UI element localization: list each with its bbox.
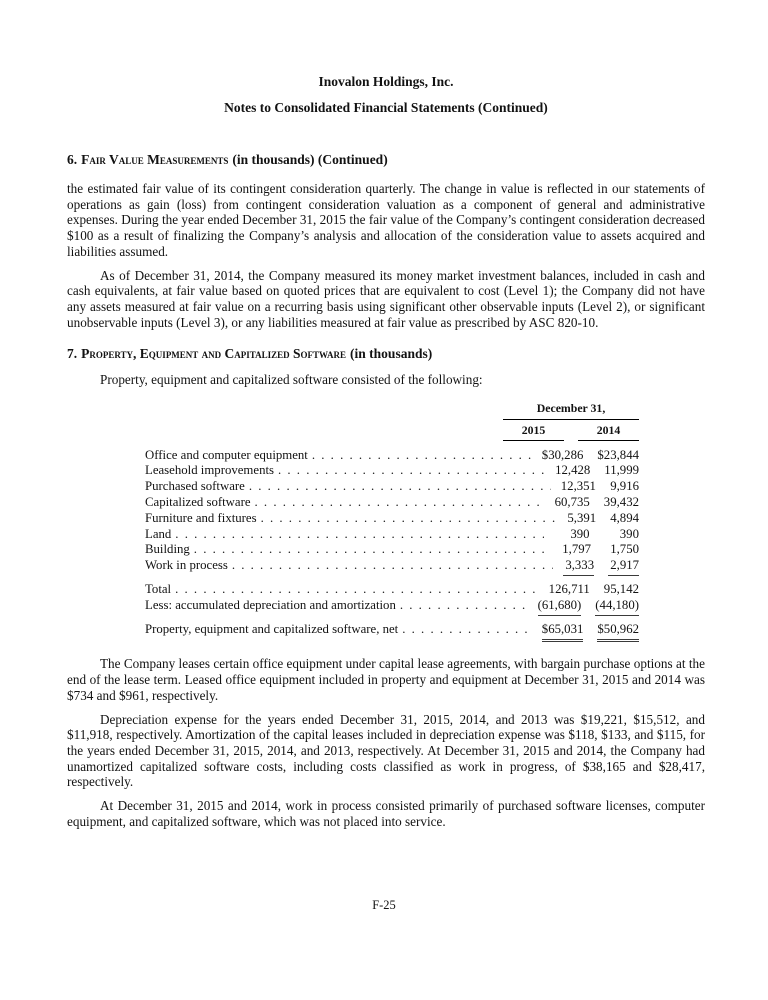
value-2014: (44,180) <box>595 598 639 616</box>
value-2014: 39,432 <box>603 495 639 510</box>
row-label: Land <box>145 526 172 541</box>
dollar-sign: $ <box>597 621 604 636</box>
row-label: Purchased software <box>145 479 245 494</box>
table-row <box>145 448 639 464</box>
dollar-sign: $ <box>597 447 604 462</box>
section-7-number: 7. <box>67 346 78 362</box>
section-7-heading <box>67 346 705 362</box>
row-label: Leasehold improvements <box>145 463 274 478</box>
value-2014: 1,750 <box>610 542 639 557</box>
value-2015: $ 30,286 <box>541 447 584 462</box>
section-6-heading <box>67 152 705 168</box>
dot-leader <box>194 542 547 558</box>
value-2014: 11,999 <box>604 463 639 478</box>
value-2014: $ 23,844 <box>597 447 639 462</box>
section-7-suffix: (in thousands) <box>350 346 433 362</box>
dollar-sign: $ <box>541 447 549 462</box>
section-7-title: Property, Equipment and Capitalized Software <box>81 346 347 362</box>
table-intro-text: Property, equipment and capitalized software consisted of the following: <box>100 372 483 388</box>
row-label: Office and computer equipment <box>145 447 308 462</box>
table-row <box>145 542 639 558</box>
value-2014: 95,142 <box>603 582 639 596</box>
value-2015: 390 <box>570 526 590 541</box>
dollar-sign: $ <box>541 621 549 636</box>
dot-leader <box>232 558 553 574</box>
value-2015: 3,333 <box>563 558 594 576</box>
row-label: Property, equipment and capitalized software, net <box>145 621 399 636</box>
value-2015: 126,711 <box>548 582 590 596</box>
dot-leader <box>400 598 528 614</box>
dot-leader <box>249 479 551 495</box>
paragraph-fair-value-1: the estimated fair value of its contingent consideration quarterly. The change in value is reflected in our statements of operations as gain (loss) from contingent consideration valuation as a component of general and administrative expenses. During the year ended December 31, 2015 the fair value of the Company’s contingent consideration decreased $100 as a result of finalizing the Company’s analysis and allocation of the consideration value to assets acquired and liabilities assumed. <box>67 181 705 259</box>
table-row-total <box>145 582 639 598</box>
property-equipment-table <box>145 401 639 642</box>
row-label: Building <box>145 542 190 557</box>
section-6-title: Fair Value Measurements <box>81 152 229 167</box>
dot-leader <box>402 622 532 638</box>
page-subtitle: Notes to Consolidated Financial Statements (Continued) <box>224 100 548 115</box>
value-2014: 390 <box>619 526 639 541</box>
dot-leader <box>255 495 545 511</box>
date-column-group-header: December 31, <box>503 401 639 420</box>
year-column-header-2015: 2015 <box>503 423 564 441</box>
value-2015: 5,391 <box>567 510 597 525</box>
dot-leader <box>175 582 539 598</box>
value-2014: 2,917 <box>608 558 639 576</box>
table-row <box>145 479 639 495</box>
table-row <box>145 495 639 511</box>
paragraph-fair-value-2: As of December 31, 2014, the Company measured its money market investment balances, included in cash and cash equivalents, at fair value based on quoted prices that are equivalent to cost (Level 1); the Company did not have any assets measured at fair value on a recurring basis using significant other observable inputs (Level 2), or significant unobservable inputs (Level 3), or any liabilities measured at fair value as prescribed by ASC 820-10. <box>67 267 705 330</box>
value-2015: (61,680) <box>538 598 582 616</box>
page-title: Inovalon Holdings, Inc. <box>318 74 454 89</box>
row-label: Less: accumulated depreciation and amortization <box>145 597 396 612</box>
table-row-less-accumulated-depreciation <box>145 598 639 616</box>
dot-leader <box>278 463 545 479</box>
paragraph-depreciation-expense: Depreciation expense for the years ended December 31, 2015, 2014, and 2013 was $19,221, $15,512, and $11,918, respectively. Amortization of the capital leases included in depreciation expense was $118, $133, and $115, for the years ended December 31, 2015, 2014, and 2013, respectively. At December 31, 2015 and 2014, the Company had unamortized capitalized software costs, including costs classified as work in progress, of $38,165 and $28,417, respectively. <box>67 711 705 790</box>
dot-leader <box>175 527 544 543</box>
value-2014: $ 50,962 <box>597 622 639 643</box>
value-2014: 9,916 <box>610 479 639 494</box>
dot-leader <box>261 511 558 527</box>
page-footer: F-25 <box>372 898 396 912</box>
row-label: Capitalized software <box>145 495 251 510</box>
value-2015: 12,351 <box>560 479 596 494</box>
row-label: Total <box>145 582 172 596</box>
value-2015: $ 65,031 <box>542 622 584 643</box>
row-label: Work in process <box>145 558 228 573</box>
row-label: Furniture and fixtures <box>145 510 257 525</box>
section-6-number: 6. <box>67 152 78 167</box>
table-row <box>145 511 639 527</box>
value-2014: 4,894 <box>610 510 639 525</box>
table-row <box>145 463 639 479</box>
paragraph-capital-leases: The Company leases certain office equipment under capital lease agreements, with bargain purchase options at the end of the lease term. Leased office equipment included in property and equipment at December 31, 2015 and 2014 was $734 and $961, respectively. <box>67 656 705 703</box>
table-row <box>145 527 639 543</box>
section-6-suffix: (in thousands) (Continued) <box>232 152 388 167</box>
table-row <box>145 558 639 576</box>
dot-leader <box>312 448 532 464</box>
table-row-net <box>145 622 639 643</box>
value-2015: 60,735 <box>554 495 590 510</box>
value-2015: 1,797 <box>562 542 592 557</box>
table-header <box>145 401 639 441</box>
paragraph-work-in-process: At December 31, 2015 and 2014, work in process consisted primarily of purchased software licenses, computer equipment, and capitalized software, which was not placed into service. <box>67 798 705 829</box>
value-2015: 12,428 <box>555 463 591 478</box>
year-column-header-2014: 2014 <box>578 423 639 441</box>
